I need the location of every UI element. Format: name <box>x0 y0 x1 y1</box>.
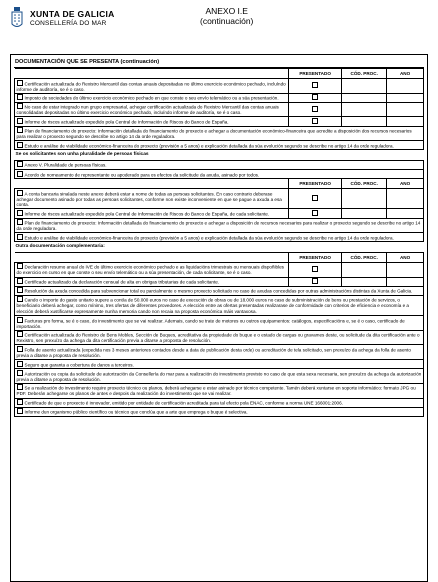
document-text: Imposto de sociedades do último exercicio económico pechado en que conste o seu envío telemático ou a súa presentación. <box>24 95 279 101</box>
annex-title: ANEXO I.E <box>205 6 248 16</box>
document-row <box>15 369 424 384</box>
documentation-table <box>14 68 424 417</box>
item-checkbox[interactable] <box>17 361 23 367</box>
item-checkbox[interactable] <box>17 161 23 167</box>
document-item <box>15 369 424 384</box>
code-cell[interactable] <box>342 189 387 209</box>
document-text: Folla de asento actualizada (expedida nos 3 meses anteriores contados desde a data de publicación desta orde) ou acreditación de tela solicitado, sen prexuízo da achega da folla de asento previa a ditarse a proposta de resolución. <box>16 347 411 358</box>
year-cell[interactable] <box>387 117 424 126</box>
document-text: Acordo de nomeamento de representante ou apoderado para os efectos da solicitude da axuda, asinado por todos. <box>24 172 260 178</box>
year-cell[interactable] <box>387 189 424 209</box>
document-text: Se a realización do investimento require proxecto técnico ou planos, deberá achegarse e estar asinado por técnico competente. Tamén deberá xuntarse en soporte informático: formato JPG ou PDF. Deberán achegarse os planos de antes e despois da realización do investimento que se vai realizar. <box>16 385 416 397</box>
document-text: No caso de estar integrado nun grupo empresarial, achegar certificación actualizada do Rexistro Mercantil das contas anuais consolidadas depositadas no último exercicio económico pechado, incluíndo informe de auditoría, se é o caso. <box>16 104 279 116</box>
item-checkbox[interactable] <box>17 171 23 177</box>
column-header-row <box>15 179 424 189</box>
document-item <box>15 189 289 209</box>
document-text: Informe de riscos actualizado expedido pola Central de Información de Riscos do Banco de España. <box>24 119 229 125</box>
document-item <box>15 126 424 141</box>
item-checkbox[interactable] <box>17 219 23 225</box>
document-row <box>15 330 424 345</box>
document-text: Certificado actualizado da declaración censual de alta en obrigas tributarias de cada solicitante. <box>24 279 220 285</box>
document-row <box>15 286 424 295</box>
item-checkbox[interactable] <box>17 234 23 240</box>
year-cell[interactable] <box>387 277 424 286</box>
presented-cell <box>289 209 342 218</box>
galicia-crest-icon <box>10 6 24 30</box>
document-row <box>15 141 424 150</box>
document-item <box>15 233 424 242</box>
document-item <box>15 295 424 315</box>
document-row <box>15 383 424 398</box>
item-checkbox[interactable] <box>17 317 23 323</box>
year-cell[interactable] <box>387 262 424 277</box>
item-checkbox[interactable] <box>17 263 23 269</box>
code-cell[interactable] <box>342 79 387 94</box>
col-code: CÓD. PROC. <box>342 69 387 79</box>
presented-checkbox[interactable] <box>312 195 318 201</box>
document-item <box>15 170 424 179</box>
presented-cell <box>289 262 342 277</box>
presented-cell <box>289 79 342 94</box>
document-text: Declaración resumo anual do IVE do último exercicio económico pechado e as liquidacións trimestrais ou mensuais dispoñibles do exercicio en curso en que conste o seu envío telemático ou a súa presentación, de cada solicitante, se é o caso. <box>16 264 284 276</box>
item-checkbox[interactable] <box>17 408 23 414</box>
document-item <box>15 218 424 233</box>
item-checkbox[interactable] <box>17 127 23 133</box>
document-row <box>15 160 424 169</box>
document-text: Certificación actualizada do Rexistro Mercantil das contas anuais depositadas no último exercicio económico pechado, incluíndo informe de auditoría, se é o caso. <box>16 81 286 92</box>
document-row <box>15 189 424 209</box>
document-row <box>15 295 424 315</box>
year-cell[interactable] <box>387 209 424 218</box>
document-text: Certificado de que o proxecto é innovador, emitido por entidade de certificación acreditada para tal efecto pola ENAC, conforme a norma UNE 166001:2006. <box>24 400 343 406</box>
document-row <box>15 398 424 407</box>
presented-checkbox[interactable] <box>312 118 318 124</box>
presented-checkbox[interactable] <box>312 94 318 100</box>
document-row <box>15 407 424 416</box>
document-item <box>15 330 424 345</box>
year-cell[interactable] <box>387 79 424 94</box>
document-text: Facturas pro forma, se é o caso, do investimento que se vai realizar. Ademais, cando se trate de motores ou outros equipamentos: catálogos, especificacións e, se é o caso, certificado de importación. <box>16 318 405 329</box>
document-row <box>15 102 424 117</box>
annex-subtitle: (continuación) <box>200 16 254 26</box>
page-header <box>10 6 428 46</box>
presented-checkbox[interactable] <box>312 278 318 284</box>
item-checkbox[interactable] <box>17 331 23 337</box>
presented-checkbox[interactable] <box>312 210 318 216</box>
code-cell[interactable] <box>342 102 387 117</box>
document-row <box>15 209 424 218</box>
document-item <box>15 209 289 218</box>
item-checkbox[interactable] <box>17 142 23 148</box>
document-text: Certificación actualizada do Rexistro de Bens Mobles, Sección de Buques, acreditativa da propiedade do buque e o estado de cargas ou gravames deste, ou solicitude da dita certificación ante o Rexistro, sen prexuízo da achega da dita certificación previa a ditarse a proposta de resolución. <box>16 332 420 344</box>
section-label-row <box>15 150 424 161</box>
xunta-logo <box>10 6 115 30</box>
presented-cell <box>289 117 342 126</box>
document-item <box>15 160 424 169</box>
col-code: CÓD. PROC. <box>342 179 387 189</box>
document-row <box>15 117 424 126</box>
item-checkbox[interactable] <box>17 278 23 284</box>
item-checkbox[interactable] <box>17 287 23 293</box>
presented-checkbox[interactable] <box>312 82 318 88</box>
col-presented: PRESENTADO <box>289 252 342 262</box>
document-item <box>15 316 424 331</box>
document-row <box>15 316 424 331</box>
document-item <box>15 345 424 360</box>
presented-cell <box>289 277 342 286</box>
item-checkbox[interactable] <box>17 210 23 216</box>
logo-subtitle: CONSELLERÍA DO MAR <box>30 20 107 27</box>
item-checkbox[interactable] <box>17 370 23 376</box>
item-checkbox[interactable] <box>17 118 23 124</box>
document-item <box>15 407 424 416</box>
presented-cell <box>289 93 342 102</box>
document-item <box>15 102 289 117</box>
document-row <box>15 170 424 179</box>
document-item <box>15 117 289 126</box>
logo-title: XUNTA DE GALICIA <box>30 9 115 19</box>
document-item <box>15 93 289 102</box>
year-cell[interactable] <box>387 102 424 117</box>
document-text: A conta bancaria sinalada neste anexo deberá estar a nome de todas as persoas solicitantes. En caso contrario deberase achegar documento asinado por todas as persoas solicitantes, conforme non existe inconveniente en que se pague a axuda a esa conta. <box>16 191 282 208</box>
code-cell[interactable] <box>342 277 387 286</box>
annex-heading <box>200 6 253 26</box>
section-label: Outra documentación complementaria: <box>15 242 424 253</box>
document-text: Plan de financiamento do proxecto: Información detallada do financiamento do proxecto e achegar a documentación económico-financeira que acredite a disposición dos recursos necesarios para realizar o proxecto segundo se describe no artigo 14 da orde reguladora. <box>16 128 412 140</box>
document-text: Informe dun organismo público científico ou técnico que conclúa que a arte que emprega o buque é selectiva. <box>24 409 248 415</box>
document-text: Estudo e análise de viabilidade económico-financeira do proxecto (previsión a 5 anos) e explicación detallada da súa evolución segundo se describe no artigo 14 da orde reguladora. <box>24 235 394 241</box>
item-checkbox[interactable] <box>17 94 23 100</box>
column-header-row <box>15 252 424 262</box>
document-item <box>15 262 289 277</box>
item-checkbox[interactable] <box>17 80 23 86</box>
document-item <box>15 79 289 94</box>
document-item <box>15 141 424 150</box>
item-checkbox[interactable] <box>17 399 23 405</box>
document-text: Seguro que garanta a cobertura de danos a terceiros. <box>24 362 134 368</box>
item-checkbox[interactable] <box>17 384 23 390</box>
header-spacer <box>15 179 289 189</box>
document-text: Autorización ou copia da solicitude de autorización da Consellería do mar para a realización do investimento previsto no caso de que esta sexa necesaria, sen prexuízo da achega da autorización previa a ditarse a proposta de resolución. <box>16 371 422 382</box>
document-item <box>15 398 424 407</box>
code-cell[interactable] <box>342 117 387 126</box>
col-presented: PRESENTADO <box>289 69 342 79</box>
item-checkbox[interactable] <box>17 190 23 196</box>
column-header-row <box>15 69 424 79</box>
header-spacer <box>15 252 289 262</box>
document-item <box>15 383 424 398</box>
document-text: Estudo e análise de viabilidade económico-financeira do proxecto (previsión a 5 anos) e explicación detallada da súa evolución segundo se describe no artigo 14 da orde reguladora. <box>24 143 394 149</box>
col-year: ANO <box>387 179 424 189</box>
presented-checkbox[interactable] <box>312 266 318 272</box>
document-row <box>15 218 424 233</box>
document-row <box>15 262 424 277</box>
item-checkbox[interactable] <box>17 103 23 109</box>
document-text: Anexo V. Pluralidade de persoas físicas. <box>24 162 107 168</box>
document-row <box>15 126 424 141</box>
presented-checkbox[interactable] <box>312 106 318 112</box>
document-text: Cando o importe do gasto unitario supere a contía de 50.000 euros no caso de execución de obras ou de 18.000 euros no caso de subministración de bens ou prestación de servizos, o beneficiario deberá achegar, como mínimo, tres ofertas de diferentes provedores. A elección entre as ofertas presentadas realizarase de conformidade con criterios de eficiencia e economía e a elección deberá xustificarse expresamente nunha memoria cando non recaia na proposta económica máis vantaxosa. <box>16 297 409 314</box>
document-text: Resolución da axuda concedida para subvencionar total ou parcialmente o mesmo proxecto solicitado no caso de axudas concedidas por outras administracións distintas da Xunta de Galicia. <box>24 288 413 294</box>
item-checkbox[interactable] <box>17 296 23 302</box>
code-cell[interactable] <box>342 209 387 218</box>
code-cell[interactable] <box>342 93 387 102</box>
document-row <box>15 79 424 94</box>
documentation-frame <box>10 54 428 582</box>
header-spacer <box>15 69 289 79</box>
col-presented: PRESENTADO <box>289 179 342 189</box>
document-row <box>15 360 424 369</box>
item-checkbox[interactable] <box>17 346 23 352</box>
code-cell[interactable] <box>342 262 387 277</box>
col-code: CÓD. PROC. <box>342 252 387 262</box>
document-item <box>15 286 424 295</box>
presented-cell <box>289 102 342 117</box>
document-text: Informe de riscos actualizado expedido pola Central de Información de Riscos do Banco de España, de cada solicitante. <box>24 211 270 217</box>
col-year: ANO <box>387 69 424 79</box>
document-text: Plan de financiamento do proxecto: Información detallada do financiamento do proxecto e achegar a disposición de recursos necesarios para realizar o proxecto segundo se describe no artigo 14 da orde reguladora. <box>16 220 421 232</box>
document-row <box>15 93 424 102</box>
presented-cell <box>289 189 342 209</box>
doc-title: DOCUMENTACIÓN QUE SE PRESENTA (continuación) <box>14 58 424 68</box>
document-item <box>15 360 424 369</box>
document-row <box>15 233 424 242</box>
document-item <box>15 277 289 286</box>
year-cell[interactable] <box>387 93 424 102</box>
document-row <box>15 277 424 286</box>
document-row <box>15 345 424 360</box>
section-label-row <box>15 242 424 253</box>
section-label: Se os solicitantes son unha pluralidade de persoas físicas <box>15 150 424 161</box>
col-year: ANO <box>387 252 424 262</box>
